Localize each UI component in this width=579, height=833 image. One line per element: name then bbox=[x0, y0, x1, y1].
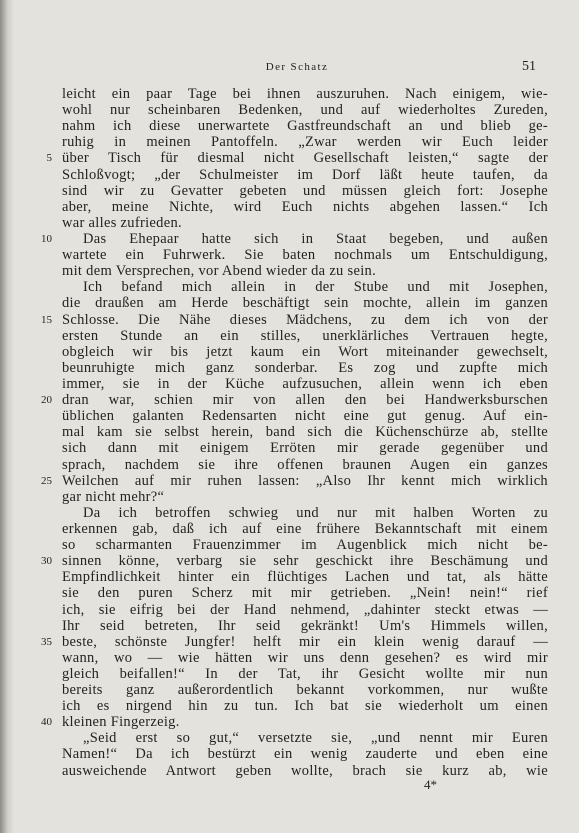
text-line: immer, sie in der Küche aufzusuchen, allein wenn ich eben bbox=[62, 375, 548, 392]
running-title: Der Schatz bbox=[265, 61, 329, 73]
margin-line-number: 30 bbox=[41, 555, 52, 568]
text-line: sinnen könne, verbarg sie sehr geschickt ihre Beschämung und bbox=[62, 553, 548, 570]
text-block bbox=[41, 86, 548, 779]
text-line: über Tisch für diesmal nicht Gesellschaft leisten,“ sagte der bbox=[62, 150, 548, 167]
page-number: 51 bbox=[522, 59, 536, 74]
text-line: gleich beifallen!“ In der Tat, ihr Gesicht wollte mir nun bbox=[62, 665, 548, 682]
text-line: ausweichende Antwort geben wollte, brach sie kurz ab, wie bbox=[62, 762, 548, 779]
text-line: Schloßvogt; „der Schulmeister im Dorf läßt heute taufen, da bbox=[62, 166, 548, 183]
margin-line-number: 35 bbox=[41, 635, 52, 648]
text-line: ich es nirgend hin zu tun. Ich bat sie wiederholt um einen bbox=[62, 698, 548, 715]
text-line: „Seid erst so gut,“ versetzte sie, „und nennt mir Euren bbox=[83, 730, 548, 747]
margin-line-number: 5 bbox=[46, 152, 52, 165]
text-line: sie den puren Scherz mit mir getrieben. „Nein! nein!“ rief bbox=[62, 585, 548, 602]
text-line: Schlosse. Die Nähe dieses Mädchens, zu dem ich von der bbox=[62, 311, 548, 328]
text-line: mit dem Versprechen, vor Abend wieder da zu sein. bbox=[62, 263, 377, 280]
text-line: gar nicht mehr?“ bbox=[62, 488, 165, 505]
text-line: aber, meine Nichte, wird Euch nichts abgehen lassen.“ Ich bbox=[62, 198, 548, 215]
text-line: so scharmanten Frauenzimmer im Augenblick mich nicht be- bbox=[62, 537, 548, 554]
text-line: mal kam sie selbst herein, band sich die Küchenschürze ab, stellte bbox=[62, 424, 548, 441]
margin-line-number: 15 bbox=[41, 313, 52, 326]
text-line: leicht ein paar Tage bei ihnen auszuruhen. Nach einigem, wie- bbox=[62, 86, 548, 102]
text-line: kleinen Fingerzeig. bbox=[62, 714, 180, 731]
text-line: ersten Stunde an ein stilles, unerklärliches Vertrauen hegte, bbox=[62, 327, 548, 344]
text-line: beunruhigte mich ganz sonderbar. Es zog und zupfte mich bbox=[62, 359, 548, 376]
text-line: Ich befand mich allein in der Stube und mit Josephen, bbox=[83, 279, 548, 296]
margin-line-number: 40 bbox=[41, 716, 52, 729]
text-line: Weilchen auf mir ruhen lassen: „Also Ihr kennt mich wirklich bbox=[62, 472, 548, 489]
text-line: ruhig in meinen Pantoffeln. „Zwar werden wir Euch leider bbox=[62, 134, 548, 151]
text-line: Namen!“ Da ich bestürzt ein wenig zauderte und eben eine bbox=[62, 746, 548, 763]
text-line: Das Ehepaar hatte sich in Staat begeben, und außen bbox=[83, 230, 548, 247]
text-line: sind wir zu Gevatter gebeten und müssen gleich fort: Josephe bbox=[62, 182, 548, 199]
text-line: obgleich wir bis jetzt kaum ein Wort miteinander gewechselt, bbox=[62, 343, 548, 360]
margin-line-number: 10 bbox=[41, 232, 52, 245]
binding-shadow bbox=[0, 0, 14, 833]
text-line: bereits ganz außerordentlich bekannt vorkommen, nur wußte bbox=[62, 682, 548, 699]
text-line: Empfindlichkeit hinter ein flüchtiges Lachen und tat, als hätte bbox=[62, 569, 548, 586]
text-line: war alles zufrieden. bbox=[62, 214, 182, 231]
text-line: Da ich betroffen schwieg und nur mit halben Worten zu bbox=[83, 504, 548, 521]
text-line: nahm ich diese unerwartete Gastfreundschaft an und blieb ge- bbox=[62, 118, 548, 135]
text-line: üblichen galanten Redensarten nicht eine gut genug. Auf ein- bbox=[62, 408, 548, 425]
text-line: sprach, nachdem sie ihre offenen braunen Augen ein ganzes bbox=[62, 456, 548, 473]
signature-mark: 4* bbox=[424, 777, 437, 792]
margin-line-number: 25 bbox=[41, 474, 52, 487]
text-line: wohl nur scheinbaren Bedenken, und auf wiederholtes Zureden, bbox=[62, 102, 548, 119]
text-line: die draußen am Herde beschäftigt sein mochte, allein im ganzen bbox=[62, 295, 548, 312]
text-line: wann, wo — wie hätten wir uns denn gesehen? es wird mir bbox=[62, 649, 548, 666]
text-line: Ihr seid betreten, Ihr seid gekränkt! Um's Himmels willen, bbox=[62, 617, 548, 634]
margin-line-number: 20 bbox=[41, 394, 52, 407]
text-line: ich, sie eifrig bei der Hand nehmend, „dahinter steckt etwas — bbox=[62, 601, 548, 618]
text-line: beste, schönste Jungfer! helft mir ein klein wenig darauf — bbox=[62, 633, 548, 650]
text-line: dran war, schien mir von allen den bei Handwerksburschen bbox=[62, 392, 548, 409]
text-line: wartete ein Fuhrwerk. Sie baten nochmals um Entschuldigung, bbox=[62, 247, 548, 264]
text-line: erkennen gab, daß ich auf eine frühere Bekanntschaft mit einem bbox=[62, 520, 548, 537]
text-line: sich dann mit einigem Erröten mir gerade gegenüber und bbox=[62, 440, 548, 457]
